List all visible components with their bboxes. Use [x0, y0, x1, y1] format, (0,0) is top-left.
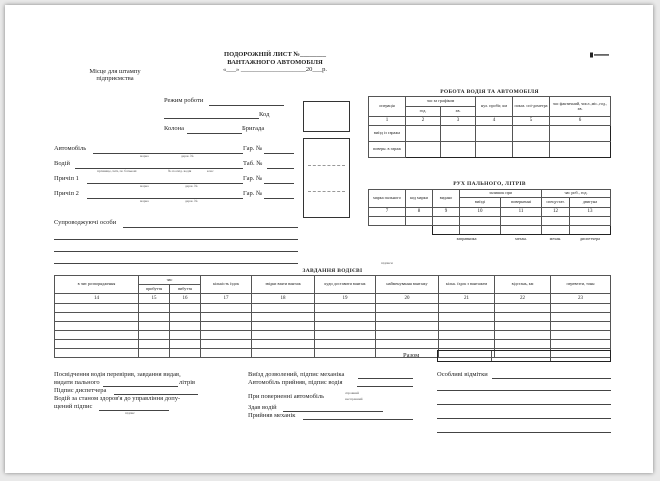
trailer1-garage-label: Гар. № — [243, 175, 263, 182]
fuel-cell[interactable] — [406, 217, 433, 226]
tasks-sub-arrival: прибуття — [139, 285, 170, 294]
car-brand-hint: марка — [140, 154, 149, 158]
tasks-cell[interactable] — [551, 304, 611, 313]
driver-name-hint: прізвище, ім'я, по батькові — [97, 169, 137, 173]
work-col-schedule: час за графіком — [406, 97, 476, 107]
fuel-sub-engine: двигуна — [570, 198, 611, 208]
tasks-num: 20 — [376, 294, 439, 304]
work-num: 4 — [476, 117, 513, 126]
footer-departure-allowed: Виїзд дозволений, підпис механіка — [248, 371, 345, 378]
waybill-sheet — [5, 5, 653, 473]
tasks-cell[interactable] — [315, 322, 376, 331]
work-cell[interactable] — [476, 142, 513, 158]
tasks-cell[interactable] — [439, 340, 495, 349]
trailer1-plate-hint: держ. № — [185, 184, 198, 188]
stamp-box-upper — [303, 101, 350, 132]
stamp-box-lower — [303, 138, 350, 218]
fuel-col-brand: марка пального — [369, 190, 406, 208]
footer-admitted-sign: щений підпис — [54, 403, 93, 410]
fuel-cell[interactable] — [570, 226, 611, 235]
work-col-odometer: показ. спі-дометра — [513, 97, 550, 117]
tasks-cell[interactable] — [139, 349, 170, 358]
tasks-cell[interactable] — [201, 331, 252, 340]
trailer2-label: Причіп 2 — [54, 190, 79, 197]
tasks-table — [54, 275, 611, 358]
work-cell[interactable] — [441, 142, 476, 158]
tasks-num: 19 — [315, 294, 376, 304]
tasks-num: 22 — [495, 294, 551, 304]
footer-checked: Посвідчення водія перевірив, завдання видав, — [54, 371, 181, 378]
tasks-col-to: куди доставити вантаж — [315, 276, 376, 294]
tasks-col-time: час — [139, 276, 201, 285]
tasks-cell[interactable] — [495, 340, 551, 349]
tasks-cell[interactable] — [551, 331, 611, 340]
tasks-cell[interactable] — [439, 304, 495, 313]
fuel-sub-departure: виїзді — [460, 198, 501, 208]
tasks-col-cargo: найменування вантажу — [376, 276, 439, 294]
trailer1-label: Причіп 1 — [54, 175, 79, 182]
tasks-num: 16 — [170, 294, 201, 304]
tasks-cell[interactable] — [315, 331, 376, 340]
signature-mechanic-1: механ. — [515, 236, 527, 242]
tasks-cell[interactable] — [139, 340, 170, 349]
fuel-cell[interactable] — [501, 226, 542, 235]
fuel-num: 10 — [460, 208, 501, 217]
fuel-num: 12 — [542, 208, 570, 217]
tasks-table-title: ЗАВДАННЯ ВОДІЄВІ — [302, 268, 363, 274]
tasks-cell[interactable] — [55, 331, 139, 340]
work-cell[interactable] — [476, 126, 513, 142]
car-label: Автомобіль — [54, 145, 87, 152]
work-col-actual-time: час фактичний, числ.,міс.,год., хв. — [550, 97, 611, 117]
stamp-label-2: підприємства — [96, 75, 134, 82]
fuel-num: 11 — [501, 208, 542, 217]
footer-accepted-mechanic: Прийняв механік — [248, 412, 296, 419]
trailer2-plate-hint: держ. № — [185, 199, 198, 203]
fuel-table-title: РУХ ПАЛЬНОГО, ЛІТРІВ — [453, 181, 526, 187]
total-label: Разом — [403, 352, 420, 359]
code-label: Код — [259, 111, 270, 118]
footer-handed-driver: Здав водій — [248, 404, 277, 411]
waybill-title-vehicle: ВАНТАЖНОГО АВТОМОБІЛЯ — [227, 59, 323, 66]
work-num: 5 — [513, 117, 550, 126]
tasks-cell[interactable] — [439, 313, 495, 322]
tasks-cell[interactable] — [170, 313, 201, 322]
fuel-col-remainder: залишок при — [460, 190, 542, 198]
fuel-cell[interactable] — [501, 217, 542, 226]
work-num: 6 — [550, 117, 611, 126]
tasks-cell[interactable] — [55, 322, 139, 331]
tasks-cell[interactable] — [439, 331, 495, 340]
fuel-cell[interactable] — [460, 226, 501, 235]
tasks-cell[interactable] — [55, 304, 139, 313]
column-label: Колона — [164, 125, 185, 132]
signature-refueler: заправника — [456, 236, 477, 242]
tasks-col-tons: перевезти, тонн — [551, 276, 611, 294]
tasks-cell[interactable] — [315, 349, 376, 358]
fuel-col-work-time: час роб., год. — [542, 190, 611, 198]
fuel-cell[interactable] — [460, 217, 501, 226]
footer-liters: літрів — [179, 379, 196, 386]
fuel-num: 13 — [570, 208, 611, 217]
tasks-cell[interactable] — [139, 304, 170, 313]
tasks-cell[interactable] — [495, 331, 551, 340]
tasks-num: 17 — [201, 294, 252, 304]
tasks-cell[interactable] — [551, 313, 611, 322]
tasks-cell[interactable] — [551, 322, 611, 331]
fuel-cell[interactable] — [369, 217, 406, 226]
waybill-title-number: ПОДОРОЖНІЙ ЛИСТ №________ — [224, 51, 326, 58]
tasks-col-trips: кількість їздок — [201, 276, 252, 294]
fuel-num: 8 — [406, 208, 433, 217]
tasks-cell[interactable] — [139, 313, 170, 322]
tasks-col-assignee: в чиє розпорядження — [55, 276, 139, 294]
tasks-cell[interactable] — [315, 304, 376, 313]
tasks-cell[interactable] — [315, 313, 376, 322]
fuel-sub-special: спецустат. — [542, 198, 570, 208]
tasks-cell[interactable] — [252, 313, 315, 322]
tasks-cell[interactable] — [170, 322, 201, 331]
work-num: 1 — [369, 117, 406, 126]
work-col-zero-mileage: нул. пробіг, км — [476, 97, 513, 117]
fuel-num: 9 — [433, 208, 460, 217]
tasks-num: 14 — [55, 294, 139, 304]
footer-driver-health: Водій за станом здоров'я до управління допу- — [54, 395, 181, 402]
fuel-cell[interactable] — [433, 217, 460, 226]
trailer2-brand-hint: марка — [140, 199, 149, 203]
footer-car-accepted: Автомобіль прийняв, підпис водія — [248, 379, 343, 386]
fuel-sub-return: поверненні — [501, 198, 542, 208]
signature-mechanic-2: механ. — [549, 236, 562, 242]
tasks-num: 15 — [139, 294, 170, 304]
tasks-cell[interactable] — [376, 304, 439, 313]
tasks-cell[interactable] — [376, 322, 439, 331]
tasks-sub-departure: вибуття — [170, 285, 201, 294]
work-cell[interactable] — [550, 126, 611, 142]
signature-dispatcher: диспетчера — [579, 236, 601, 242]
fuel-cell[interactable] — [433, 226, 460, 235]
escort-label: Супроводжуючі особи — [54, 219, 117, 226]
footer-faulty: несправний — [345, 397, 363, 401]
work-table-title: РОБОТА ВОДІЯ ТА АВТОМОБІЛЯ — [440, 89, 539, 95]
fuel-cell[interactable] — [570, 217, 611, 226]
trailer2-garage-label: Гар. № — [243, 190, 263, 197]
brigade-label: Бригада — [242, 125, 265, 132]
work-table — [368, 96, 611, 158]
total-cells[interactable] — [437, 350, 611, 362]
tasks-cell[interactable] — [252, 340, 315, 349]
tasks-cell[interactable] — [495, 322, 551, 331]
fuel-col-issued: видано — [433, 190, 460, 208]
work-num: 2 — [406, 117, 441, 126]
trailer1-brand-hint: марка — [140, 184, 149, 188]
fuel-cell[interactable] — [542, 226, 570, 235]
tasks-cell[interactable] — [201, 304, 252, 313]
driver-class-hint: клас — [207, 169, 214, 173]
tasks-cell[interactable] — [252, 322, 315, 331]
driver-label: Водій — [54, 160, 70, 167]
work-num: 3 — [441, 117, 476, 126]
waybill-date: «___» ____________________20___р. — [223, 66, 327, 73]
fuel-table — [368, 189, 611, 245]
tasks-cell[interactable] — [551, 340, 611, 349]
signatures-label: підписи — [381, 261, 393, 265]
tasks-cell[interactable] — [439, 322, 495, 331]
tasks-cell[interactable] — [55, 313, 139, 322]
footer-return-state: При поверненні автомобіль — [248, 393, 325, 400]
footer-fuel-issue: видати пального — [54, 379, 100, 386]
tasks-cell[interactable] — [201, 340, 252, 349]
tasks-cell[interactable] — [139, 322, 170, 331]
work-sub-hours: год. — [406, 107, 441, 117]
work-cell[interactable] — [406, 142, 441, 158]
work-sub-minutes: хв. — [441, 107, 476, 117]
tasks-col-loaded-trips: кільк. їздок з вантажем — [439, 276, 495, 294]
fuel-cell-blank — [369, 235, 406, 245]
stamp-label-1: Місце для штампу — [89, 68, 141, 75]
fuel-col-code: код марки — [406, 190, 433, 208]
work-col-operation: операція — [369, 97, 406, 117]
fuel-cell-blank — [406, 226, 433, 235]
tasks-cell[interactable] — [376, 340, 439, 349]
tasks-cell[interactable] — [170, 349, 201, 358]
car-garage-label: Гар. № — [243, 145, 263, 152]
fuel-cell-blank — [406, 235, 433, 245]
tasks-cell[interactable] — [139, 331, 170, 340]
footer-sign-hint: підпис — [125, 411, 135, 415]
regime-label: Режим роботи — [164, 97, 204, 104]
work-row-return: поверн. в гараж — [369, 142, 406, 158]
footer-dispatcher-sign: Підпис диспетчера — [54, 387, 107, 394]
tasks-cell[interactable] — [495, 313, 551, 322]
tasks-cell[interactable] — [55, 340, 139, 349]
tasks-cell[interactable] — [252, 304, 315, 313]
tasks-cell[interactable] — [55, 349, 139, 358]
tasks-col-from: звідки взяти вантаж — [252, 276, 315, 294]
driver-license-hint: № посвід. водія — [168, 169, 192, 173]
tasks-cell[interactable] — [376, 331, 439, 340]
fuel-cell[interactable] — [542, 217, 570, 226]
work-cell[interactable] — [441, 126, 476, 142]
tasks-cell[interactable] — [252, 349, 315, 358]
tasks-num: 21 — [439, 294, 495, 304]
tasks-num: 23 — [551, 294, 611, 304]
work-cell[interactable] — [550, 142, 611, 158]
tasks-cell[interactable] — [376, 313, 439, 322]
work-row-departure: виїзд із гаража — [369, 126, 406, 142]
tasks-cell[interactable] — [252, 331, 315, 340]
fuel-num: 7 — [369, 208, 406, 217]
tasks-cell[interactable] — [201, 313, 252, 322]
work-cell[interactable] — [406, 126, 441, 142]
tasks-cell[interactable] — [170, 331, 201, 340]
tasks-num: 18 — [252, 294, 315, 304]
fuel-cell-blank — [369, 226, 406, 235]
work-cell[interactable] — [513, 126, 550, 142]
driver-tab-label: Таб. № — [243, 160, 263, 167]
publisher-logo-icon — [590, 52, 610, 58]
tasks-cell[interactable] — [170, 304, 201, 313]
tasks-cell[interactable] — [201, 322, 252, 331]
footer-special-notes: Особливі відмітки — [437, 371, 488, 378]
tasks-cell[interactable] — [315, 340, 376, 349]
tasks-col-distance: відстань, км — [495, 276, 551, 294]
tasks-cell[interactable] — [495, 304, 551, 313]
tasks-cell[interactable] — [201, 349, 252, 358]
car-plate-hint: держ. № — [181, 154, 194, 158]
footer-serviceable: справний — [345, 391, 360, 395]
work-cell[interactable] — [513, 142, 550, 158]
tasks-cell[interactable] — [170, 340, 201, 349]
